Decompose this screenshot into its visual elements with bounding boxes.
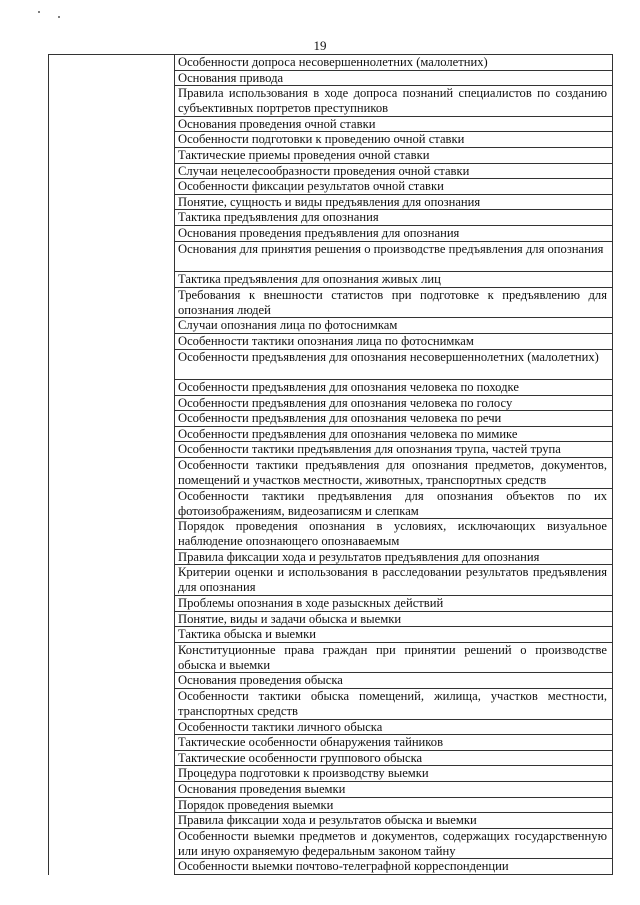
page-number: 19: [313, 38, 327, 53]
table-row: Порядок проведения выемки: [175, 798, 612, 814]
table-row: Особенности тактики предъявления для опознания трупа, частей трупа: [175, 442, 612, 458]
table-row: Особенности предъявления для опознания несовершеннолетних (малолетних): [175, 350, 612, 381]
table-row: Правила использования в ходе допроса познаний специалистов по созданию субъективных портретов преступников: [175, 86, 612, 117]
table-row: Тактические особенности группового обыска: [175, 751, 612, 767]
table-row: Особенности тактики опознания лица по фотоснимкам: [175, 334, 612, 350]
table-row: Особенности допроса несовершеннолетних (малолетних): [175, 55, 612, 71]
table-row: Основания для принятия решения о производстве предъявления для опознания: [175, 242, 612, 273]
topics-table: [48, 54, 613, 875]
table-row: Случаи опознания лица по фотоснимкам: [175, 318, 612, 334]
table-row: Особенности тактики предъявления для опознания объектов по их фотоизображениям, видеозаписям и слепкам: [175, 489, 612, 520]
table-row: Особенности предъявления для опознания человека по мимике: [175, 427, 612, 443]
table-row: Требования к внешности статистов при подготовке к предъявлению для опознания людей: [175, 288, 612, 319]
table-row: Особенности тактики предъявления для опознания предметов, документов, помещений и участков местности, животных, транспортных средств: [175, 458, 612, 489]
table-row: Конституционные права граждан при принятии решений о производстве обыска и выемки: [175, 643, 612, 674]
table-row: Процедура подготовки к производству выемки: [175, 766, 612, 782]
table-row: Особенности выемки почтово-телеграфной корреспонденции: [175, 859, 612, 875]
topic-list: [175, 55, 612, 875]
table-row: Тактика предъявления для опознания: [175, 210, 612, 226]
table-row: Тактические приемы проведения очной ставки: [175, 148, 612, 164]
table-row: Понятие, сущность и виды предъявления для опознания: [175, 195, 612, 211]
table-row: Критерии оценки и использования в расследовании результатов предъявления для опознания: [175, 565, 612, 596]
table-row: Основания привода: [175, 71, 612, 87]
table-row: Правила фиксации хода и результатов предъявления для опознания: [175, 550, 612, 566]
table-row: Случаи нецелесообразности проведения очной ставки: [175, 164, 612, 180]
table-row: Особенности тактики обыска помещений, жилища, участков местности, транспортных средств: [175, 689, 612, 720]
scan-speck: [58, 16, 60, 18]
table-row: Особенности предъявления для опознания человека по голосу: [175, 396, 612, 412]
table-row: Правила фиксации хода и результатов обыска и выемки: [175, 813, 612, 829]
table-row: Порядок проведения опознания в условиях, исключающих визуальное наблюдение опознающего опознаваемым: [175, 519, 612, 550]
table-row: Тактические особенности обнаружения тайников: [175, 735, 612, 751]
table-row: Основания проведения выемки: [175, 782, 612, 798]
table-row: Тактика предъявления для опознания живых лиц: [175, 272, 612, 288]
table-row: Проблемы опознания в ходе разыскных действий: [175, 596, 612, 612]
table-row: Особенности подготовки к проведению очной ставки: [175, 132, 612, 148]
empty-left-column: [49, 55, 175, 875]
table-row: Понятие, виды и задачи обыска и выемки: [175, 612, 612, 628]
table-row: Особенности предъявления для опознания человека по речи: [175, 411, 612, 427]
table-row: Основания проведения очной ставки: [175, 117, 612, 133]
table-row: Особенности тактики личного обыска: [175, 720, 612, 736]
table-row: Основания проведения обыска: [175, 673, 612, 689]
table-row: Особенности предъявления для опознания человека по походке: [175, 380, 612, 396]
table-row: Особенности фиксации результатов очной ставки: [175, 179, 612, 195]
table-row: Особенности выемки предметов и документов, содержащих государственную или иную охраняемую федеральным законом тайну: [175, 829, 612, 860]
scan-speck: [38, 11, 40, 13]
table-row: Тактика обыска и выемки: [175, 627, 612, 643]
table-row: Основания проведения предъявления для опознания: [175, 226, 612, 242]
